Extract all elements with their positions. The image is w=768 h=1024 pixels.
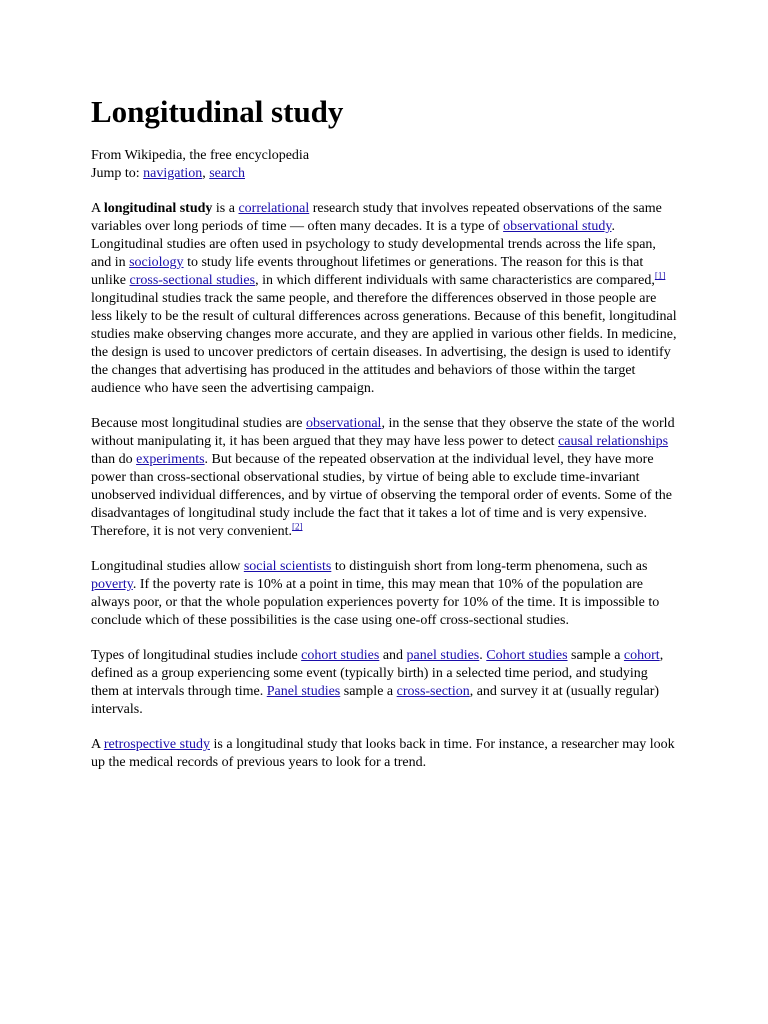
paragraph-text: Longitudinal studies allow bbox=[91, 559, 244, 574]
paragraph-intro bbox=[91, 200, 679, 398]
paragraph-text: longitudinal studies track the same people, and therefore the differences observed in those people are less likely to be the result of cultural differences across generations. Because of this benefit, longitudinal studies make observing changes more accurate, and they are applied in various other fields. In medicine, the design is used to uncover predictors of certain diseases. In advertising, the design is used to identify the changes that advertising has produced in the attitudes and behaviors of those within the target audience who have seen the advertising campaign. bbox=[91, 291, 677, 396]
link-experiments[interactable]: experiments bbox=[136, 452, 205, 467]
paragraph-text: to distinguish short from long-term phenomena, such as bbox=[331, 559, 648, 574]
citation bbox=[292, 521, 303, 531]
paragraph-phenomena bbox=[91, 558, 679, 630]
paragraph-types bbox=[91, 647, 679, 719]
paragraph-text: than do bbox=[91, 452, 137, 467]
bold-term: longitudinal study bbox=[103, 201, 213, 216]
paragraph-text: , in which different individuals with same characteristics are compared, bbox=[255, 273, 655, 288]
link-correlational[interactable]: correlational bbox=[238, 201, 310, 216]
paragraph-text: . If the poverty rate is 10% at a point in time, this may mean that 10% of the population are always poor, or that the whole population experiences poverty for 10% of the time. It is impossible to conclude which of these possibilities is the case using one-off cross-sectional studies. bbox=[91, 577, 660, 628]
paragraph-text: to study life events throughout lifetimes or generations. The reason for this is that unlike bbox=[91, 255, 644, 288]
paragraph-text: sample a bbox=[567, 648, 624, 663]
paragraph-text: . bbox=[479, 648, 487, 663]
search-link[interactable]: search bbox=[209, 165, 245, 181]
paragraph-text: Types of longitudinal studies include bbox=[91, 648, 302, 663]
paragraph-text: A bbox=[91, 737, 104, 752]
link-cross-section[interactable]: cross-section bbox=[396, 684, 470, 699]
citation-link[interactable]: [1] bbox=[654, 270, 666, 281]
paragraph-text: . Longitudinal studies are often used in psychology to study developmental trends across the life span, and in bbox=[91, 219, 656, 270]
link-poverty[interactable]: poverty bbox=[91, 577, 133, 592]
link-sociology[interactable]: sociology bbox=[129, 255, 184, 270]
link-cohort-studies[interactable]: cohort studies bbox=[301, 648, 380, 663]
paragraph-text: , and survey it at (usually regular) intervals. bbox=[91, 684, 660, 717]
citation bbox=[655, 270, 666, 280]
paragraph-text: , in the sense that they observe the state of the world without manipulating it, it has been argued that they may have less power to detect bbox=[91, 416, 675, 449]
article bbox=[91, 92, 679, 772]
paragraph-observational bbox=[91, 415, 679, 541]
page-title: Longitudinal study bbox=[91, 94, 344, 129]
jump-prefix: Jump to: bbox=[91, 165, 144, 181]
tagline: From Wikipedia, the free encyclopedia bbox=[91, 148, 310, 163]
paragraph-text: research study that involves repeated observations of the same variables over long periods of time — often many decades. It is a type of bbox=[91, 201, 662, 234]
paragraph-text: sample a bbox=[340, 684, 397, 699]
link-observational-study[interactable]: observational study bbox=[503, 219, 612, 234]
paragraph-text: , defined as a group experiencing some event (typically birth) in a selected time period, and studying them at intervals through time. bbox=[91, 648, 664, 699]
link-social-scientists[interactable]: social scientists bbox=[243, 559, 332, 574]
link-cohort[interactable]: cohort bbox=[623, 648, 660, 663]
paragraph-text: Because most longitudinal studies are bbox=[91, 416, 307, 431]
link-retrospective-study[interactable]: retrospective study bbox=[103, 737, 210, 752]
jump-separator: , bbox=[202, 165, 210, 181]
jump-links bbox=[91, 165, 679, 183]
navigation-link[interactable]: navigation bbox=[143, 165, 203, 181]
link-observational[interactable]: observational bbox=[306, 416, 382, 431]
link-panel-studies[interactable]: panel studies bbox=[406, 648, 480, 663]
link-cross-sectional-studies[interactable]: cross-sectional studies bbox=[129, 273, 256, 288]
paragraph-text: and bbox=[379, 648, 407, 663]
paragraph-text: . But because of the repeated observation at the individual level, they have more power than cross-sectional observational studies, by virtue of being able to exclude time-invariant unobserved individual differences, and by virtue of observing the temporal order of events. Some of the disadvantages of longitudinal study include the fact that it takes a lot of time and is very expensive. Therefore, it is not very convenient. bbox=[91, 452, 672, 539]
paragraph-text: is a bbox=[212, 201, 239, 216]
link-cohort-studies[interactable]: Cohort studies bbox=[486, 648, 568, 663]
article-meta bbox=[91, 147, 679, 182]
link-causal-relationships[interactable]: causal relationships bbox=[558, 434, 669, 449]
paragraph-text: is a longitudinal study that looks back in time. For instance, a researcher may look up the medical records of previous years to look for a trend. bbox=[91, 737, 675, 770]
link-panel-studies[interactable]: Panel studies bbox=[266, 684, 341, 699]
citation-link[interactable]: [2] bbox=[291, 521, 303, 532]
paragraph-text: A bbox=[91, 201, 104, 216]
paragraph-retrospective bbox=[91, 736, 679, 772]
